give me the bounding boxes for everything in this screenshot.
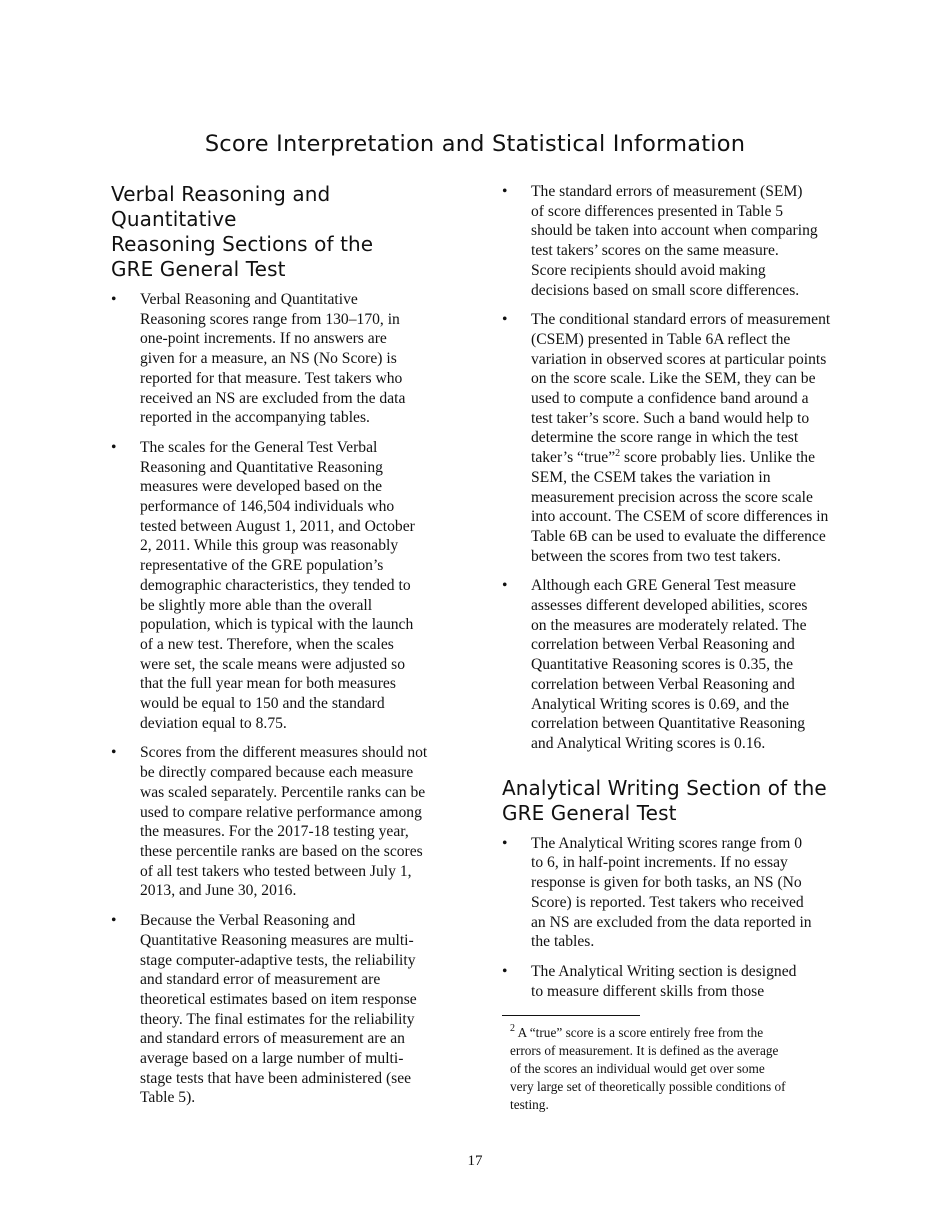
text-line: and Analytical Writing scores is 0.16. <box>531 734 766 752</box>
list-item <box>111 290 461 428</box>
text-line: 2, 2011. While this group was reasonably <box>140 537 399 555</box>
text-line: Because the Verbal Reasoning and <box>140 912 356 930</box>
text-line: into account. The CSEM of score differences in <box>531 508 829 526</box>
text-line: representative of the GRE population’s <box>140 557 384 575</box>
list-item <box>502 962 864 1001</box>
text-line: The scales for the General Test Verbal <box>140 438 378 456</box>
text-line: to measure different skills from those <box>531 982 765 1000</box>
text-line: (CSEM) presented in Table 6A reflect the <box>531 330 791 348</box>
text-line: given for a measure, an NS (No Score) is <box>140 350 397 368</box>
text-line: Score) is reported. Test takers who received <box>531 893 804 911</box>
vr-qr-section-heading: Verbal Reasoning and Quantitative Reasoning Sections of the GRE General Test <box>111 182 374 281</box>
text-line: and standard error of measurement are <box>140 971 381 989</box>
text-line: tested between August 1, 2011, and October <box>140 517 415 535</box>
text-line: stage computer-adaptive tests, the reliability <box>140 951 416 969</box>
text-line: between the scores from two test takers. <box>531 547 781 565</box>
text-line: the measures. For the 2017-18 testing year, <box>140 823 409 841</box>
footnote-marker: 2 <box>510 1023 515 1035</box>
text-line: The standard errors of measurement (SEM) <box>531 183 803 200</box>
list-item <box>111 743 461 901</box>
text-line: assesses different developed abilities, scores <box>531 597 808 615</box>
text-line: correlation between Verbal Reasoning and <box>531 675 795 693</box>
text-line: measures were developed based on the <box>140 478 383 496</box>
text-line: stage tests that have been administered (see <box>140 1069 412 1087</box>
csem-true-line: taker’s “true”$^2$ score probably lies. Unlike the <box>531 448 816 467</box>
text-line: were set, the scale means were adjusted so <box>140 655 405 673</box>
text-line: one-point increments. If no answers are <box>140 330 387 348</box>
text-line: deviation equal to 8.75. <box>140 714 287 732</box>
text-line: on the measures are moderately related. The <box>531 616 807 634</box>
list-item <box>502 576 864 753</box>
text-line: on the score scale. Like the SEM, they can be <box>531 370 816 388</box>
text-line: Quantitative Reasoning scores is 0.35, the <box>531 656 794 674</box>
bullet-icon: • <box>111 744 117 762</box>
aw-bullet-list <box>502 834 864 1002</box>
csem-tail <box>531 468 864 567</box>
text-line: used to compare relative performance among <box>140 803 422 821</box>
text-line: Although each GRE General Test measure <box>531 577 796 595</box>
text-line: The Analytical Writing section is designed <box>531 962 797 980</box>
text-line: be directly compared because each measure <box>140 764 414 782</box>
text-line: Table 5). <box>140 1089 196 1107</box>
text-line: Reasoning scores range from 130–170, in <box>140 310 400 328</box>
bullet-icon: • <box>111 438 117 456</box>
list-item <box>502 834 864 952</box>
text-line: test takers’ scores on the same measure. <box>531 242 779 260</box>
bullet-icon: • <box>502 311 508 329</box>
text-line: SEM, the CSEM takes the variation in <box>531 468 771 486</box>
text-line: reported for that measure. Test takers who <box>140 369 403 387</box>
footnote: $^2$ A “true” score is a score entirely free from the errors of measurement. It is defined as the average of the scores an individual would get over some very large set of theoretically possible conditions of testing. <box>510 1023 786 1113</box>
footnote-ref: 2 <box>615 448 621 460</box>
bullet-icon: • <box>502 577 508 595</box>
text-line: the tables. <box>531 933 595 951</box>
text-line: Reasoning and Quantitative Reasoning <box>140 458 383 476</box>
vr-qr-bullet-list <box>111 290 461 1108</box>
text-line: received an NS are excluded from the data <box>140 389 406 407</box>
bullet-icon: • <box>111 912 117 930</box>
text-line: average based on a large number of multi- <box>140 1050 404 1068</box>
page-title: Score Interpretation and Statistical Information <box>204 131 746 157</box>
text-line: that the full year mean for both measures <box>140 675 396 693</box>
text-line: The conditional standard errors of measurement <box>531 311 831 329</box>
text-line: should be taken into account when comparing <box>531 222 818 240</box>
text-line: decisions based on small score differences. <box>531 281 800 299</box>
list-item-csem <box>502 310 864 566</box>
text-line: of a new test. Therefore, when the scales <box>140 635 394 653</box>
text-line: an NS are excluded from the data reported in <box>531 913 812 931</box>
sem-bullet-list <box>502 182 864 754</box>
left-column <box>111 182 461 1118</box>
text-line: Scores from the different measures should not <box>140 744 428 762</box>
text-line: theory. The final estimates for the reliability <box>140 1010 415 1028</box>
text-line: Table 6B can be used to evaluate the difference <box>531 527 826 545</box>
text-line: and standard errors of measurement are an <box>140 1030 405 1048</box>
text-line: 2013, and June 30, 2016. <box>140 882 297 900</box>
page-number: 17 <box>467 1153 483 1169</box>
text-line: of all test takers who tested between July 1, <box>140 862 412 880</box>
text-line: demographic characteristics, they tended to <box>140 576 411 594</box>
text-line: theoretical estimates based on item response <box>140 990 417 1008</box>
text-line: Verbal Reasoning and Quantitative <box>140 291 358 308</box>
text-line: correlation between Verbal Reasoning and <box>531 636 795 654</box>
text-line: The Analytical Writing scores range from 0 <box>531 834 803 852</box>
text-line: used to compute a confidence band around a <box>531 390 809 408</box>
text-line: correlation between Quantitative Reasoning <box>531 715 806 733</box>
text-line: variation in observed scores at particular points <box>531 350 827 368</box>
text-line: Analytical Writing scores is 0.69, and the <box>531 695 790 713</box>
text-line: would be equal to 150 and the standard <box>140 695 385 713</box>
text-line: response is given for both tasks, an NS (No <box>531 874 802 892</box>
bullet-icon: • <box>502 834 508 852</box>
text-line: was scaled separately. Percentile ranks can be <box>140 783 426 801</box>
text-line: test taker’s score. Such a band would help to <box>531 409 810 427</box>
footnote-divider <box>502 1015 640 1016</box>
text-line: be slightly more able than the overall <box>140 596 373 614</box>
text-line: reported in the accompanying tables. <box>140 409 370 427</box>
aw-section-heading: Analytical Writing Section of the GRE General Test <box>502 775 827 825</box>
text-line: determine the score range in which the test <box>531 429 799 447</box>
text-line: population, which is typical with the launch <box>140 616 414 634</box>
text-line: Quantitative Reasoning measures are multi- <box>140 931 414 949</box>
text-line: measurement precision across the score scale <box>531 488 813 506</box>
right-column <box>502 182 864 1114</box>
text-line: to 6, in half-point increments. If no essay <box>531 854 788 872</box>
text-line: Score recipients should avoid making <box>531 261 766 279</box>
bullet-icon: • <box>111 291 117 308</box>
text-line: these percentile ranks are based on the scores <box>140 842 423 860</box>
list-item <box>502 182 864 300</box>
bullet-icon: • <box>502 962 508 980</box>
bullet-icon: • <box>502 183 508 200</box>
text-line: performance of 146,504 individuals who <box>140 498 395 516</box>
text-line: of score differences presented in Table 5 <box>531 202 784 220</box>
list-item <box>111 438 461 734</box>
list-item <box>111 911 461 1108</box>
